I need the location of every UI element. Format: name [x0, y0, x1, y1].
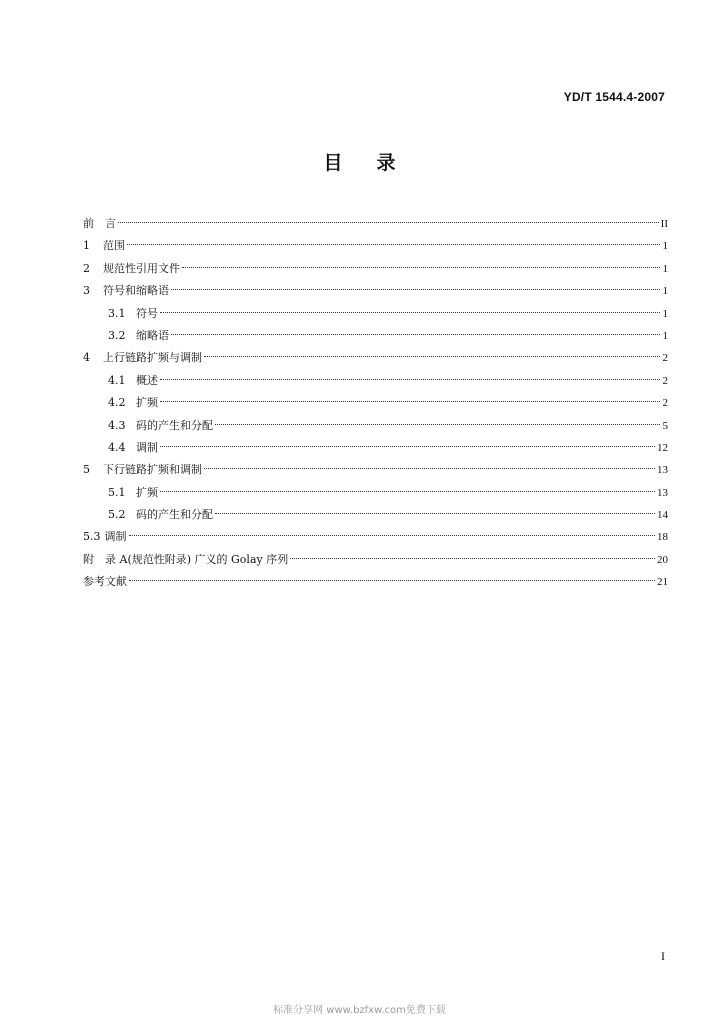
toc-entry-page: 5	[662, 419, 668, 432]
toc-dot-leader	[160, 312, 660, 313]
toc-entry[interactable]	[83, 504, 668, 526]
toc-entry-number: 2	[83, 261, 90, 275]
toc-entry-label: 缩略语	[136, 328, 169, 342]
toc-entry-page: II	[660, 218, 668, 230]
toc-entry-number: 5.1	[108, 485, 126, 499]
toc-entry-number: 4.3	[108, 418, 126, 432]
toc-entry[interactable]	[83, 258, 668, 280]
toc-entry-page: 20	[657, 553, 668, 566]
toc-entry-label: 前 言	[83, 217, 116, 230]
page-title: 目录	[323, 152, 430, 174]
toc-entry[interactable]	[83, 280, 668, 302]
toc-entry[interactable]	[83, 325, 668, 347]
toc-dot-leader	[118, 222, 659, 223]
toc-dot-leader	[290, 558, 655, 559]
toc-entry-number: 4.2	[108, 396, 126, 410]
toc-dot-leader	[129, 535, 656, 536]
toc-entry-label: 附 录 A(规范性附录) 广义的 Golay 序列	[83, 552, 289, 566]
toc-entry-number: 3	[83, 284, 90, 298]
toc-entry-page: 1	[662, 329, 668, 342]
toc-dot-leader	[182, 267, 660, 268]
page-number: I	[661, 949, 665, 963]
toc-entry-page: 2	[662, 352, 668, 365]
toc-entry-number: 5.3	[83, 530, 101, 544]
toc-entry[interactable]	[83, 459, 668, 481]
toc-entry-label: 码的产生和分配	[136, 508, 213, 522]
toc-entry-number: 4	[83, 351, 90, 365]
toc-entry-number: 3.1	[108, 306, 126, 320]
toc-entry[interactable]	[83, 482, 668, 504]
toc-entry-page: 21	[657, 576, 668, 589]
toc-entry[interactable]	[83, 370, 668, 392]
toc-entry-page: 2	[662, 374, 668, 387]
toc-dot-leader	[215, 424, 660, 425]
toc-entry[interactable]	[83, 392, 668, 414]
toc-entry-page: 1	[662, 285, 668, 298]
toc-entry-page: 14	[657, 509, 668, 522]
toc-entry-number: 4.4	[108, 440, 126, 454]
toc-entry-page: 1	[662, 307, 668, 320]
toc-dot-leader	[160, 446, 655, 447]
toc-dot-leader	[129, 580, 655, 581]
toc-entry-label: 符号	[136, 306, 158, 320]
toc-entry-label: 调制	[104, 530, 127, 544]
toc-entry-label: 扩频	[136, 485, 158, 499]
toc-dot-leader	[160, 379, 660, 380]
toc-entry-label: 概述	[136, 373, 158, 387]
toc-entry-number: 3.2	[108, 328, 126, 342]
toc-dot-leader	[171, 289, 660, 290]
toc-entry-page: 13	[657, 464, 668, 477]
toc-entry-page: 18	[657, 531, 668, 544]
toc-entry-number: 4.1	[108, 373, 126, 387]
toc-entry-number: 1	[83, 239, 90, 253]
toc-entry-label: 扩频	[136, 396, 158, 410]
toc-dot-leader	[215, 513, 655, 514]
toc-entry-label: 符号和缩略语	[103, 284, 169, 298]
toc-entry[interactable]	[83, 415, 668, 437]
toc-entry[interactable]	[83, 571, 668, 593]
toc-entry[interactable]	[83, 526, 668, 548]
toc-dot-leader	[160, 401, 660, 402]
toc-entry-label: 参考文献	[83, 575, 127, 589]
toc-entry-label: 码的产生和分配	[136, 418, 213, 432]
toc-entry-page: 12	[657, 441, 668, 454]
table-of-contents	[83, 213, 668, 594]
toc-entry[interactable]	[83, 213, 668, 235]
toc-entry-number: 5	[83, 463, 90, 477]
toc-dot-leader	[204, 356, 660, 357]
toc-entry-page: 2	[662, 397, 668, 410]
toc-entry[interactable]	[83, 303, 668, 325]
toc-entry-page: 1	[662, 240, 668, 253]
toc-entry-number: 5.2	[108, 508, 126, 522]
toc-entry[interactable]	[83, 235, 668, 257]
toc-entry-page: 13	[657, 486, 668, 499]
toc-entry[interactable]	[83, 437, 668, 459]
toc-entry[interactable]	[83, 549, 668, 571]
toc-entry-label: 范围	[103, 239, 125, 253]
toc-entry-label: 规范性引用文件	[103, 261, 180, 275]
toc-dot-leader	[171, 334, 660, 335]
toc-dot-leader	[160, 491, 655, 492]
toc-entry[interactable]	[83, 347, 668, 369]
toc-entry-label: 上行链路扩频与调制	[103, 351, 202, 365]
watermark-text: 标准分享网 www.bzfxw.com免费下载	[273, 1005, 446, 1016]
toc-dot-leader	[127, 244, 660, 245]
toc-entry-label: 调制	[136, 440, 158, 454]
toc-dot-leader	[204, 468, 655, 469]
toc-entry-page: 1	[662, 262, 668, 275]
toc-entry-label: 下行链路扩频和调制	[103, 463, 202, 477]
standard-code: YD/T 1544.4-2007	[563, 90, 665, 104]
